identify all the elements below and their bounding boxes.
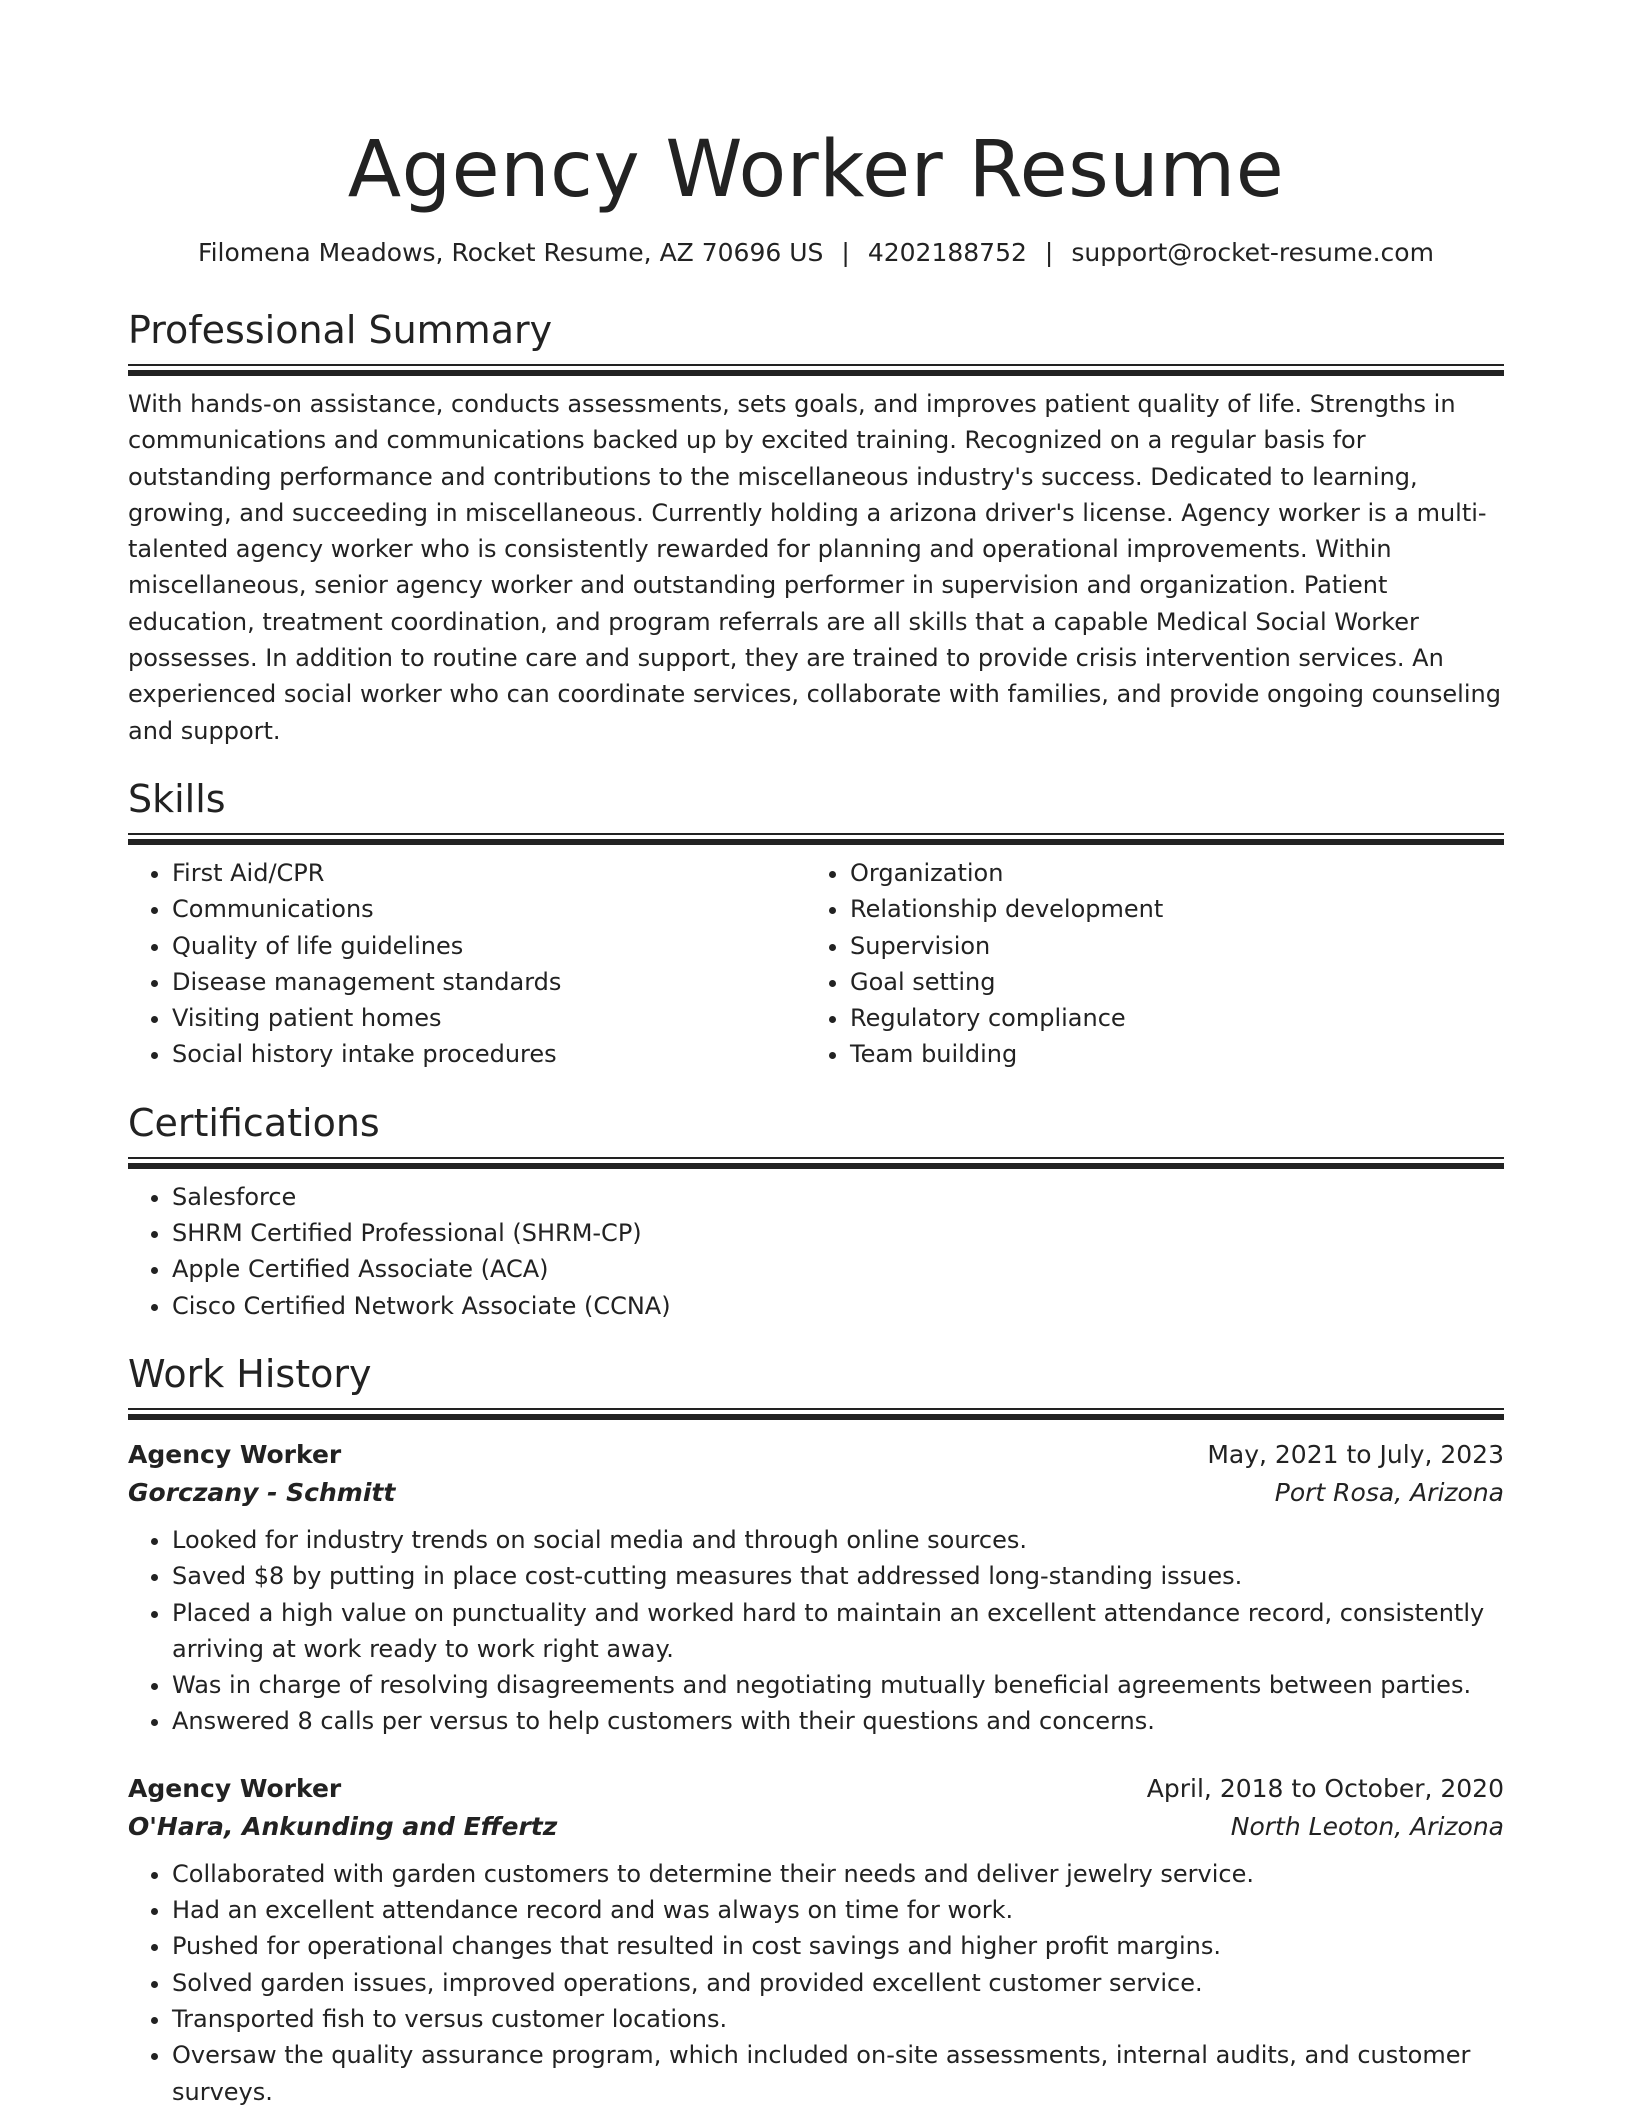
section-divider (128, 1408, 1504, 1420)
job-header (128, 1436, 1504, 1474)
job-bullet: • Saved $8 by putting in place cost-cutting measures that addressed long-standing issues. (172, 1558, 1504, 1594)
skills-columns (128, 855, 1504, 1073)
skills-list-left (128, 855, 806, 1073)
contact-line (128, 236, 1504, 270)
skill-item: • First Aid/CPR (172, 855, 806, 891)
job-title: Agency Worker (128, 1773, 342, 1803)
contact-address: Filomena Meadows, Rocket Resume, AZ 70696 US (198, 238, 824, 267)
skill-item: • Relationship development (850, 891, 1484, 927)
summary-section (128, 306, 1504, 749)
skills-section (128, 775, 1504, 1073)
job-subheader (128, 1474, 1504, 1512)
job-dates: May, 2021 to July, 2023 (1207, 1439, 1504, 1469)
job-title: Agency Worker (128, 1439, 342, 1469)
contact-phone: 4202188752 (867, 238, 1027, 267)
job-bullet: • Had an excellent attendance record and was always on time for work. (172, 1892, 1504, 1928)
skill-item: • Visiting patient homes (172, 1000, 806, 1036)
job-dates: April, 2018 to October, 2020 (1146, 1773, 1504, 1803)
section-heading-skills: Skills (128, 776, 226, 821)
job-entry (128, 1770, 1504, 2110)
certification-item: • Salesforce (172, 1179, 1504, 1215)
certifications-list (128, 1179, 1504, 1324)
job-bullet: • Was in charge of resolving disagreements and negotiating mutually beneficial agreements between parties. (172, 1667, 1504, 1703)
skill-item: • Communications (172, 891, 806, 927)
skill-item: • Disease management standards (172, 964, 806, 1000)
skill-item: • Social history intake procedures (172, 1036, 806, 1072)
job-bullet: • Looked for industry trends on social media and through online sources. (172, 1522, 1504, 1558)
job-bullet: • Answered 8 calls per versus to help customers with their questions and concerns. (172, 1703, 1504, 1739)
section-heading-summary: Professional Summary (128, 308, 553, 352)
job-bullets (128, 1856, 1504, 2110)
job-header (128, 1770, 1504, 1808)
skill-item: • Goal setting (850, 964, 1484, 1000)
job-company: Gorczany - Schmitt (128, 1477, 396, 1507)
certifications-section (128, 1099, 1504, 1324)
contact-email: support@rocket-resume.com (1071, 238, 1434, 267)
certification-item: • SHRM Certified Professional (SHRM-CP) (172, 1215, 1504, 1251)
section-divider (128, 364, 1504, 376)
job-bullet: • Oversaw the quality assurance program, which included on-site assessments, internal audits, and customer surveys. (172, 2037, 1504, 2110)
job-entry (128, 1436, 1504, 1740)
job-bullet: • Placed a high value on punctuality and worked hard to maintain an excellent attendance record, consistently arriving at work ready to work right away. (172, 1595, 1504, 1668)
resume-page (128, 0, 1504, 2110)
skill-item: • Supervision (850, 928, 1484, 964)
skill-item: • Regulatory compliance (850, 1000, 1484, 1036)
job-company: O'Hara, Ankunding and Effertz (128, 1811, 558, 1841)
certification-item: • Apple Certified Associate (ACA) (172, 1251, 1504, 1287)
job-location: North Leoton, Arizona (1230, 1811, 1504, 1841)
section-heading-certifications: Certifications (128, 1100, 380, 1145)
skill-item: • Team building (850, 1036, 1484, 1072)
skill-item: • Organization (850, 855, 1484, 891)
summary-text: With hands-on assistance, conducts assessments, sets goals, and improves patient quality of life. Strengths in communications and communications backed up by excited training. Recognized on a regular basis for outstanding performance and contributions to the miscellaneous industry's success. Dedicated to learning, growing, and succeeding in miscellaneous. Currently holding a arizona driver's license. Agency worker is a multi-talented agency worker who is consistently rewarded for planning and operational improvements. Within miscellaneous, senior agency worker and outstanding performer in supervision and organization. Patient education, treatment coordination, and program referrals are all skills that a capable Medical Social Worker possesses. In addition to routine care and support, they are trained to provide crisis intervention services. An experienced social worker who can coordinate services, collaborate with families, and provide ongoing counseling and support. (128, 390, 1501, 745)
job-subheader (128, 1808, 1504, 1846)
work-history-section (128, 1350, 1504, 2110)
job-location: Port Rosa, Arizona (1274, 1477, 1504, 1507)
section-divider (128, 833, 1504, 845)
section-heading-work-history: Work History (128, 1351, 372, 1396)
job-bullet: • Transported fish to versus customer locations. (172, 2001, 1504, 2037)
contact-separator: | (841, 238, 850, 267)
skills-list-right (806, 855, 1484, 1073)
resume-title: Agency Worker Resume (347, 125, 1285, 215)
job-bullet: • Collaborated with garden customers to determine their needs and deliver jewelry service. (172, 1856, 1504, 1892)
job-bullets (128, 1522, 1504, 1740)
job-bullet: • Pushed for operational changes that resulted in cost savings and higher profit margins. (172, 1928, 1504, 1964)
certification-item: • Cisco Certified Network Associate (CCNA) (172, 1288, 1504, 1324)
contact-separator: | (1044, 238, 1054, 267)
skill-item: • Quality of life guidelines (172, 928, 806, 964)
section-divider (128, 1157, 1504, 1169)
job-bullet: • Solved garden issues, improved operations, and provided excellent customer service. (172, 1965, 1504, 2001)
